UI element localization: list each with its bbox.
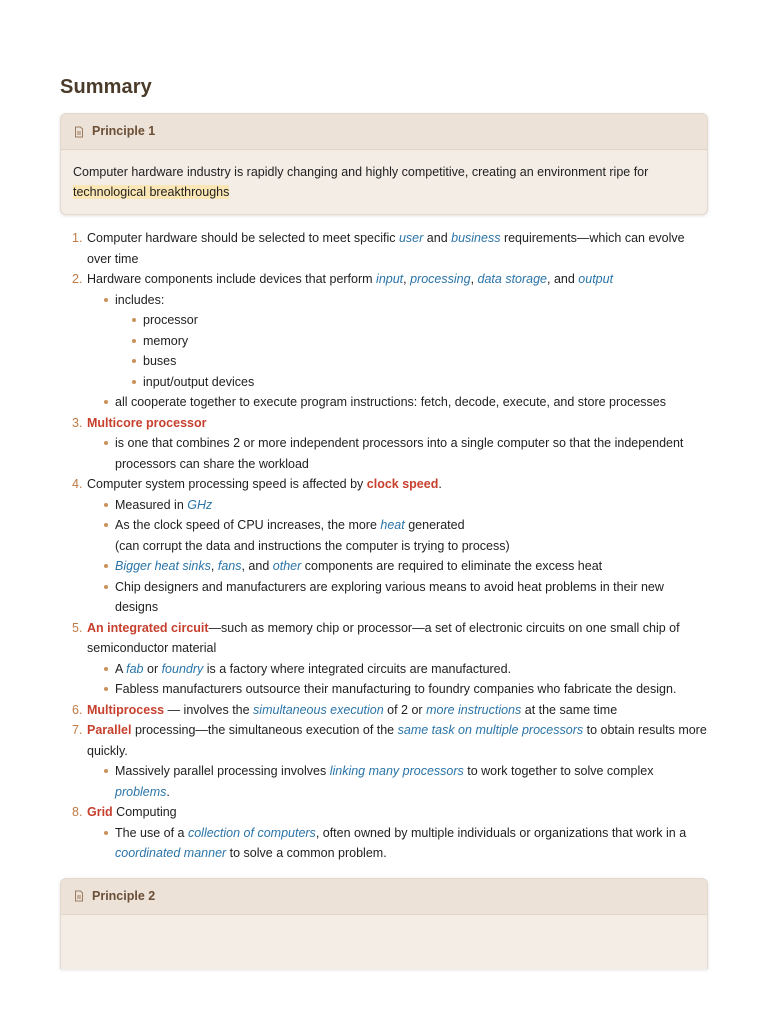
sub-list	[87, 823, 708, 864]
sub-list	[87, 761, 708, 802]
text: is a factory where integrated circuits are manufactured.	[203, 661, 512, 676]
text: processing—the simultaneous execution of the	[131, 723, 398, 737]
sub-list	[87, 495, 708, 618]
nested-item: memory	[143, 331, 708, 352]
callout-body	[61, 150, 707, 214]
summary-list	[60, 228, 708, 864]
callout-title: Principle 1	[92, 124, 156, 139]
key-term: An integrated circuit	[87, 620, 209, 635]
term: data storage	[477, 272, 548, 286]
sub-item: Chip designers and manufacturers are exploring various means to avoid heat problems in their new designs	[115, 577, 708, 618]
callout-text: Computer hardware industry is rapidly changing and highly competitive, creating an environment ripe for	[73, 165, 649, 179]
list-item	[87, 802, 708, 864]
sub-item	[115, 659, 708, 680]
text: or	[143, 661, 162, 676]
term: foundry	[161, 661, 204, 676]
text: .	[438, 477, 442, 491]
text: ,	[470, 272, 478, 286]
text: to solve a common problem.	[226, 846, 387, 860]
text: requirements—which can evolve over time	[87, 231, 685, 266]
sub-item: is one that combines 2 or more independent processors into a single computer so that the independent processors can share the workload	[115, 433, 708, 474]
term: problems	[115, 784, 167, 799]
term: fans	[217, 559, 242, 573]
sub-item: Fabless manufacturers outsource their manufacturing to foundry companies who fabricate the design.	[115, 679, 708, 700]
term: coordinated manner	[115, 846, 227, 860]
document	[60, 72, 708, 969]
nested-item: buses	[143, 351, 708, 372]
text: Computing	[112, 805, 177, 819]
callout-principle-1	[60, 113, 708, 215]
text: Measured in	[115, 497, 188, 512]
text: and	[423, 231, 452, 245]
term: output	[578, 272, 614, 286]
text: includes:	[115, 292, 165, 307]
sub-item	[115, 495, 708, 516]
text: Computer system processing speed is affected by	[87, 477, 367, 491]
list-item	[87, 474, 708, 618]
sub-item	[115, 823, 708, 864]
text: , and	[547, 272, 579, 286]
text: — involves the	[164, 702, 254, 717]
text: Hardware components include devices that perform	[87, 272, 377, 286]
callout-title: Principle 2	[92, 888, 156, 903]
list-item	[87, 618, 708, 700]
key-term: clock speed	[366, 477, 439, 491]
term: heat	[380, 518, 405, 532]
term: user	[398, 231, 424, 245]
text: generated	[404, 518, 465, 532]
text: The use of a	[115, 825, 188, 840]
text: to obtain results more quickly.	[87, 723, 707, 758]
sub-item: all cooperate together to execute program instructions: fetch, decode, execute, and store processes	[115, 392, 708, 413]
sub-item	[115, 556, 708, 577]
sub-list	[87, 659, 708, 700]
text: , and	[241, 559, 273, 573]
term: GHz	[187, 497, 213, 512]
term: simultaneous execution	[253, 702, 384, 717]
term: linking many processors	[329, 764, 464, 778]
sub-item	[115, 761, 708, 802]
text: at the same time	[521, 702, 618, 717]
text: , often owned by multiple individuals or organizations that work in a	[315, 825, 687, 840]
text: A	[115, 661, 127, 676]
sub-item	[115, 515, 708, 556]
text: components are required to eliminate the excess heat	[301, 559, 603, 573]
nested-list	[115, 310, 708, 392]
sub-item	[115, 290, 708, 393]
text: ,	[210, 559, 218, 573]
callout-header	[61, 879, 707, 915]
highlighted-text: technological breakthroughs	[73, 185, 230, 199]
list-item	[87, 269, 708, 413]
term: business	[451, 231, 501, 245]
callout-principle-2	[60, 878, 708, 969]
nested-item: input/output devices	[143, 372, 708, 393]
key-term: Multicore processor	[87, 415, 207, 430]
document-icon	[73, 126, 85, 138]
term: same task on multiple processors	[397, 723, 584, 737]
text: to work together to solve complex	[463, 764, 654, 778]
list-item	[87, 413, 708, 475]
list-item	[87, 700, 708, 721]
term: input	[376, 272, 404, 286]
callout-header	[61, 114, 707, 150]
document-icon	[73, 890, 85, 902]
term: more instructions	[426, 702, 522, 717]
text: of 2 or	[383, 702, 427, 717]
key-term: Grid	[87, 805, 113, 819]
sub-list	[87, 290, 708, 413]
term: processing	[410, 272, 471, 286]
list-item	[87, 720, 708, 802]
text: .	[166, 784, 170, 799]
sub-list	[87, 433, 708, 474]
term: other	[272, 559, 302, 573]
term: fab	[126, 661, 144, 676]
nested-item: processor	[143, 310, 708, 331]
text: As the clock speed of CPU increases, the more	[115, 518, 381, 532]
key-term: Multiprocess	[87, 702, 165, 717]
text: Massively parallel processing involves	[115, 764, 330, 778]
text: ,	[403, 272, 411, 286]
list-item	[87, 228, 708, 269]
page-title: Summary	[60, 76, 152, 98]
term: Bigger heat sinks	[115, 559, 211, 573]
text: Computer hardware should be selected to meet specific	[87, 231, 399, 245]
text: (can corrupt the data and instructions the computer is trying to process)	[115, 538, 510, 553]
key-term: Parallel	[87, 723, 132, 737]
text: —such as memory chip or processor—a set of electronic circuits on one small chip of semiconductor material	[87, 620, 680, 655]
term: collection of computers	[187, 825, 316, 840]
